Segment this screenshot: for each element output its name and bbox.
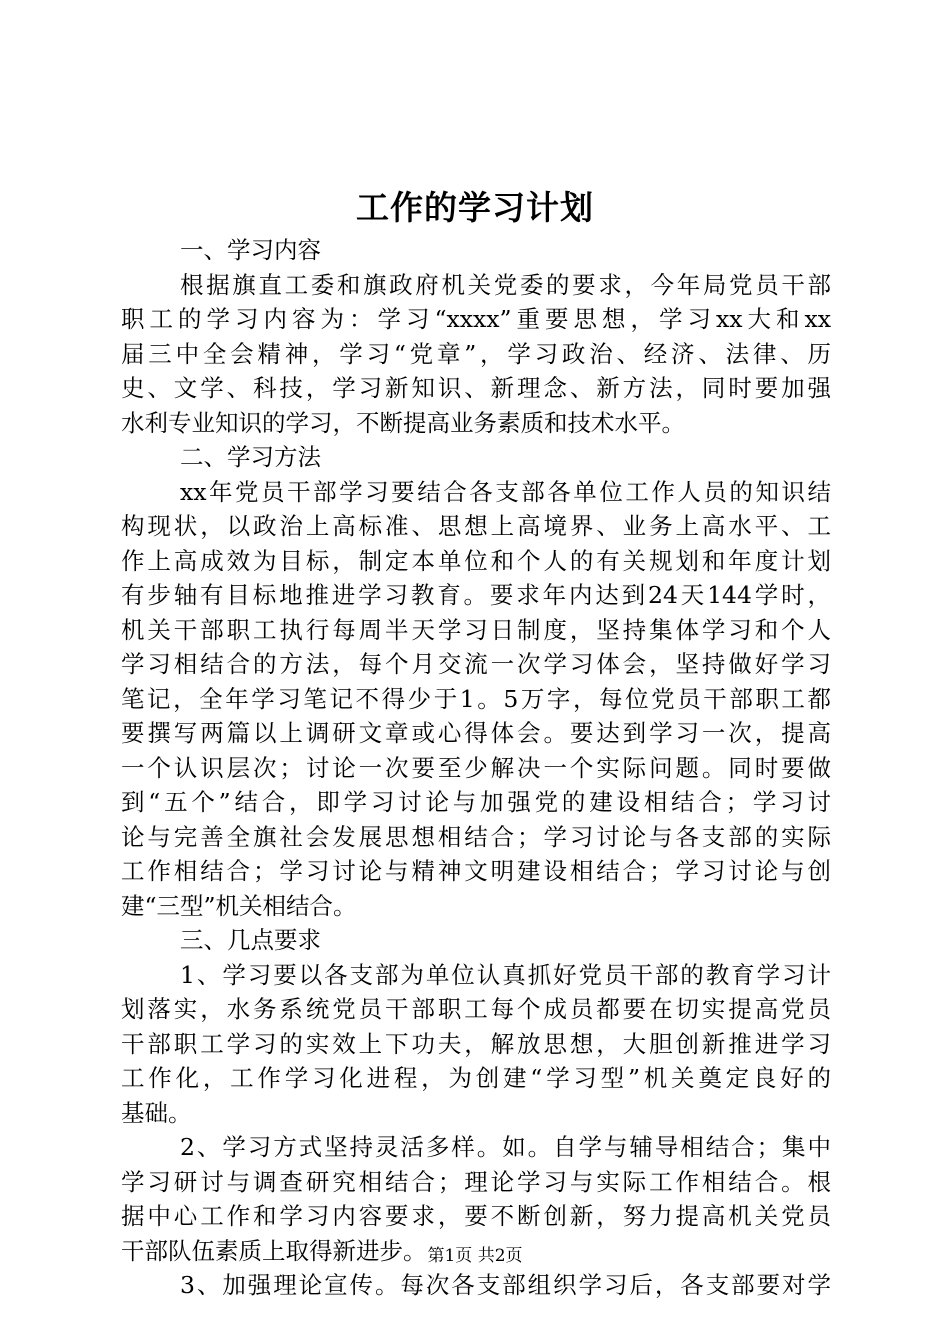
text-line: 职工的学习内容为：学习“xxxx”重要思想，学习xx大和xx xyxy=(121,305,831,333)
text-line: xx年党员干部学习要结合各支部各单位工作人员的知识结 xyxy=(180,477,831,506)
text-line: 工作相结合；学习讨论与精神文明建设相结合；学习讨论与创 xyxy=(121,857,831,885)
text-line: 干部职工学习的实效上下功夫，解放思想，大胆创新推进学习 xyxy=(121,1029,831,1058)
text-line: 要撰写两篇以上调研文章或心得体会。要达到学习一次，提高 xyxy=(121,719,831,747)
page-footer: 第1页 共2页 xyxy=(427,1246,523,1266)
text-line: 有步轴有目标地推进学习教育。要求年内达到24天144学时， xyxy=(121,581,831,609)
text-line: 届三中全会精神，学习“党章”，学习政治、经济、法律、历 xyxy=(121,339,831,368)
text-line: 基础。 xyxy=(121,1098,192,1127)
section-heading: 一、学习内容 xyxy=(180,236,321,264)
text-line: 根据旗直工委和旗政府机关党委的要求，今年局党员干部 xyxy=(180,270,831,299)
document-body xyxy=(121,233,831,1303)
text-line: 史、文学、科技，学习新知识、新理念、新方法，同时要加强 xyxy=(121,374,831,402)
text-line: 论与完善全旗社会发展思想相结合；学习讨论与各支部的实际 xyxy=(121,822,831,851)
section-heading: 二、学习方法 xyxy=(180,443,321,471)
text-line: 2、学习方式坚持灵活多样。如。自学与辅导相结合；集中 xyxy=(180,1133,831,1161)
text-line: 据中心工作和学习内容要求，要不断创新，努力提高机关党员 xyxy=(121,1202,831,1230)
text-line: 学习研讨与调查研究相结合；理论学习与实际工作相结合。根 xyxy=(121,1167,831,1196)
text-line: 笔记，全年学习笔记不得少于1。5万字，每位党员干部职工都 xyxy=(121,684,831,713)
text-line: 到“五个”结合，即学习讨论与加强党的建设相结合；学习讨 xyxy=(121,788,831,816)
text-line: 干部队伍素质上取得新进步。 xyxy=(121,1236,427,1265)
text-line: 3、加强理论宣传。每次各支部组织学习后，各支部要对学 xyxy=(180,1271,831,1299)
text-line: 工作化，工作学习化进程，为创建“学习型”机关奠定良好的 xyxy=(121,1064,831,1092)
text-line: 水利专业知识的学习，不断提高业务素质和技术水平。 xyxy=(121,408,685,437)
document-title: 工作的学习计划 xyxy=(356,188,594,227)
text-line: 机关干部职工执行每周半天学习日制度，坚持集体学习和个人 xyxy=(121,615,831,644)
text-line: 学习相结合的方法，每个月交流一次学习体会，坚持做好学习 xyxy=(121,650,831,678)
text-line: 1、学习要以各支部为单位认真抓好党员干部的教育学习计 xyxy=(180,960,831,989)
text-line: 划落实，水务系统党员干部职工每个成员都要在切实提高党员 xyxy=(121,995,831,1023)
text-line: 一个认识层次；讨论一次要至少解决一个实际问题。同时要做 xyxy=(121,753,831,782)
text-line: 作上高成效为目标，制定本单位和个人的有关规划和年度计划 xyxy=(121,546,831,575)
text-line: 构现状，以政治上高标准、思想上高境界、业务上高水平、工 xyxy=(121,512,831,540)
section-heading: 三、几点要求 xyxy=(180,926,321,954)
text-line: 建“三型”机关相结合。 xyxy=(121,891,357,920)
